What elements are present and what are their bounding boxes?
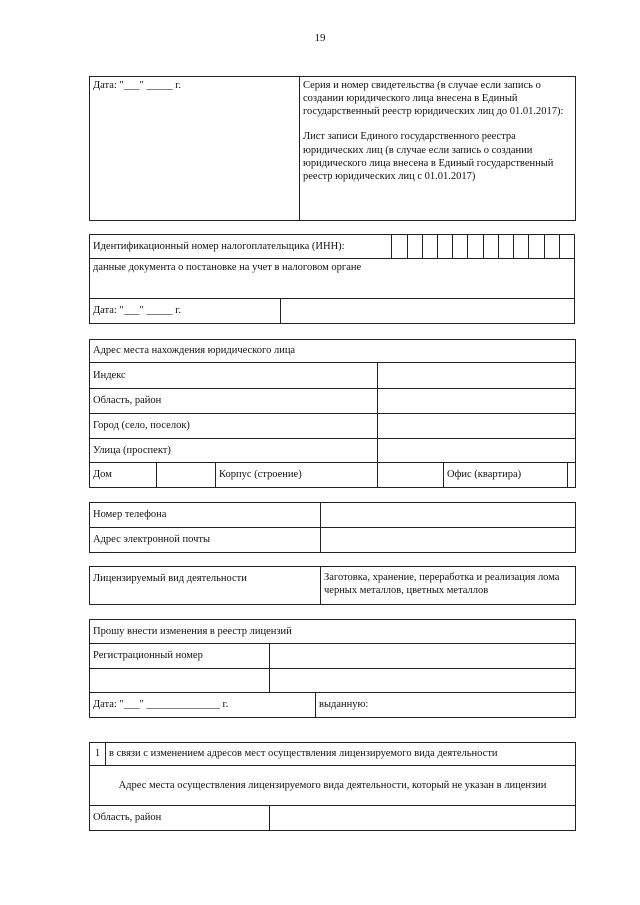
certificate-date-label: Дата: "___" _____ г. [93, 80, 182, 91]
certificate-date-cell[interactable] [90, 77, 300, 221]
street-label-cell [90, 439, 378, 463]
region-field[interactable] [378, 389, 576, 414]
tax-date-cell [90, 299, 281, 324]
building-label: Корпус (строение) [219, 469, 302, 481]
inn-label-cell [90, 235, 392, 259]
inn-digit-cell[interactable] [453, 235, 468, 259]
activity-region-label-cell [90, 806, 270, 831]
activity-label: Лицензируемый вид деятельности [93, 573, 247, 584]
inn-digit-cell[interactable] [559, 235, 574, 259]
activity-region-field[interactable] [270, 806, 576, 831]
licensed-activity-table [89, 566, 576, 605]
tax-registration-doc-label: данные документа о постановке на учет в налоговом органе [93, 262, 362, 273]
activity-value-cell [321, 567, 576, 605]
inn-digit-cell[interactable] [544, 235, 559, 259]
inn-digit-cell[interactable] [407, 235, 422, 259]
activity-label-cell [90, 567, 321, 605]
reg-number-field[interactable] [270, 644, 576, 669]
activity-region-label: Область, район [93, 812, 162, 824]
phone-label-cell [90, 503, 321, 528]
postal-index-label: Индекс [93, 369, 126, 381]
house-label: Дом [93, 469, 112, 481]
inn-digit-cell[interactable] [392, 235, 407, 259]
region-label: Область, район [93, 395, 162, 407]
address-change-table [89, 742, 576, 831]
legal-address-title: Адрес места нахождения юридического лица [93, 345, 296, 357]
city-field[interactable] [378, 414, 576, 439]
issued-cell[interactable] [316, 693, 576, 718]
tax-registration-doc-cell[interactable] [90, 259, 575, 299]
item-number-cell [90, 743, 106, 766]
license-date-label: Дата: "___" ______________ г. [93, 699, 229, 711]
activity-address-subheader: Адрес места осуществления лицензируемого вида деятельности, который не указан в лицензии [118, 779, 547, 791]
registry-change-title: Прошу внести изменения в реестр лицензий [93, 625, 292, 637]
item-text-cell [106, 743, 576, 766]
certificate-info-cell [300, 77, 576, 221]
inn-digit-cell[interactable] [483, 235, 498, 259]
city-label-cell [90, 414, 378, 439]
activity-value: Заготовка, хранение, переработка и реализация лома черных металлов, цветных металлов [324, 572, 560, 597]
activity-address-subheader-cell [90, 766, 576, 806]
tax-date-value-cell[interactable] [280, 299, 574, 324]
reg-number-label-cell [90, 644, 270, 669]
item-text: в связи с изменением адресов мест осуществления лицензируемого вида деятельности [109, 748, 498, 760]
license-date-cell[interactable] [90, 693, 316, 718]
inn-digit-cell[interactable] [529, 235, 544, 259]
certificate-number-text: Серия и номер свидетельства (в случае если запись о создании юридического лица внесена в Единый государственный реестр юридических лиц до 01.01.2017): [303, 80, 564, 118]
item-number: 1 [94, 748, 101, 760]
inn-digit-cell[interactable] [438, 235, 453, 259]
registry-change-title-cell [90, 620, 576, 644]
email-field[interactable] [321, 528, 576, 553]
reg-number-label: Регистрационный номер [93, 650, 203, 662]
house-label-cell [90, 463, 157, 488]
email-label-cell [90, 528, 321, 553]
page-number: 19 [314, 32, 326, 44]
registration-certificate-table [89, 76, 576, 221]
phone-label: Номер телефона [93, 509, 167, 521]
inn-label: Идентификационный номер налогоплательщика (ИНН): [93, 240, 345, 252]
building-label-cell [216, 463, 378, 488]
inn-table [89, 234, 575, 324]
postal-index-label-cell [90, 363, 378, 389]
office-field[interactable] [568, 463, 576, 488]
city-label: Город (село, поселок) [93, 420, 190, 432]
email-label: Адрес электронной почты [93, 534, 211, 546]
inn-digit-cell[interactable] [468, 235, 483, 259]
issued-label: выданную: [319, 699, 369, 711]
inn-digit-cell[interactable] [422, 235, 437, 259]
tax-date-label: Дата: "___" _____ г. [93, 305, 182, 317]
register-sheet-text: Лист записи Единого государственного реестра юридических лиц (в случае если запись о создании юридического лица внесена в Единый государственный реестр юридических лиц с 01.01.2017) [303, 131, 554, 182]
house-field[interactable] [157, 463, 216, 488]
reg-number-extra-field[interactable] [270, 669, 576, 693]
office-label: Офис (квартира) [447, 469, 522, 481]
street-label: Улица (проспект) [93, 444, 171, 456]
building-field[interactable] [378, 463, 444, 488]
inn-digit-cell[interactable] [514, 235, 529, 259]
region-label-cell [90, 389, 378, 414]
phone-field[interactable] [321, 503, 576, 528]
reg-number-extra-cell[interactable] [90, 669, 270, 693]
legal-address-table [89, 339, 576, 488]
contacts-table [89, 502, 576, 553]
street-field[interactable] [378, 439, 576, 463]
inn-digit-cell[interactable] [498, 235, 513, 259]
registry-change-table [89, 619, 576, 718]
postal-index-field[interactable] [378, 363, 576, 389]
office-label-cell [444, 463, 568, 488]
legal-address-title-cell [90, 340, 576, 363]
